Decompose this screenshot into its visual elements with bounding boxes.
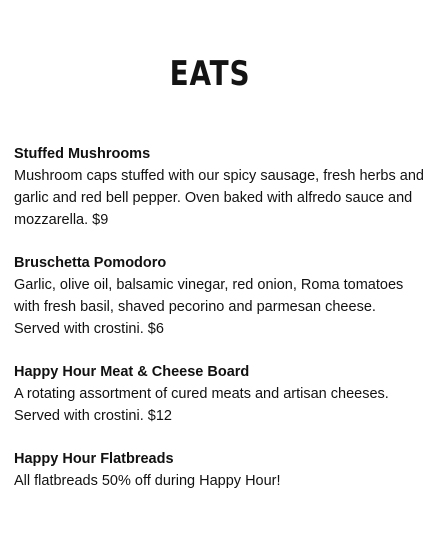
item-description: A rotating assortment of cured meats and artisan cheeses. Served with crostini. $12	[14, 386, 389, 424]
menu-list	[14, 143, 424, 513]
menu-item-stuffed-mushrooms	[14, 143, 424, 231]
item-name: Stuffed Mushrooms	[14, 146, 151, 162]
menu-item-bruschetta-pomodoro	[14, 252, 424, 340]
page-title: EATS	[169, 54, 251, 94]
item-description: Mushroom caps stuffed with our spicy sausage, fresh herbs and garlic and red bell pepper. Oven baked with alfredo sauce and mozzarella. $9	[14, 168, 424, 228]
item-description: All flatbreads 50% off during Happy Hour!	[14, 473, 281, 489]
menu-item-flatbreads	[14, 448, 424, 492]
menu-item-meat-cheese-board	[14, 361, 424, 427]
item-description: Garlic, olive oil, balsamic vinegar, red onion, Roma tomatoes with fresh basil, shaved pecorino and parmesan cheese. Served with crostini. $6	[14, 277, 404, 337]
item-name: Happy Hour Meat & Cheese Board	[14, 364, 250, 380]
item-name: Bruschetta Pomodoro	[14, 255, 167, 271]
item-name: Happy Hour Flatbreads	[14, 451, 174, 467]
